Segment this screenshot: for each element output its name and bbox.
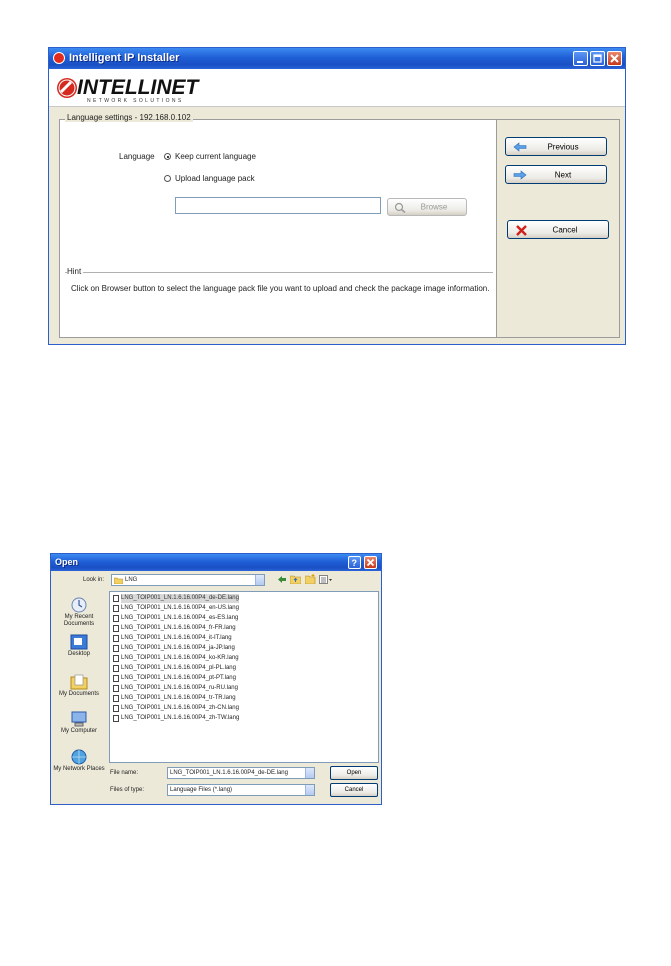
file-name: LNG_TOIP001_LN.1.6.16.00P4_en-US.lang: [121, 605, 239, 611]
place-label-network: My Network Places: [53, 766, 105, 772]
section-title: Language settings - 192.168.0.102: [67, 113, 191, 122]
place-label-recent: My Recent Documents: [63, 614, 95, 627]
language-label: Language: [119, 152, 155, 161]
places-bar: [53, 589, 105, 801]
desktop-icon: [70, 634, 88, 650]
new-folder-icon[interactable]: [305, 574, 316, 584]
file-name: LNG_TOIP001_LN.1.6.16.00P4_de-DE.lang: [121, 595, 239, 601]
file-name: LNG_TOIP001_LN.1.6.16.00P4_zh-CN.lang: [121, 705, 239, 711]
chevron-down-icon: [305, 768, 314, 778]
file-name: LNG_TOIP001_LN.1.6.16.00P4_ja-JP.lang: [121, 645, 235, 651]
file-icon: [113, 645, 119, 652]
installer-titlebar[interactable]: [49, 48, 625, 69]
file-path-input[interactable]: [175, 197, 381, 214]
place-my-network[interactable]: [53, 749, 105, 773]
file-name: LNG_TOIP001_LN.1.6.16.00P4_ko-KR.lang: [121, 655, 239, 661]
recent-documents-icon: [70, 597, 88, 613]
installer-title: Intelligent IP Installer: [69, 52, 180, 64]
logo-subtext: NETWORK SOLUTIONS: [87, 98, 184, 104]
look-in-label: Look in:: [83, 577, 105, 583]
close-icon: [608, 52, 621, 65]
close-icon: [365, 557, 376, 568]
minimize-button[interactable]: [573, 51, 588, 66]
files-of-type-select[interactable]: [167, 784, 315, 796]
maximize-icon: [591, 52, 604, 65]
folder-icon: [114, 577, 123, 584]
file-name: LNG_TOIP001_LN.1.6.16.00P4_pt-PT.lang: [121, 675, 236, 681]
chevron-down-icon: [305, 785, 314, 795]
place-desktop[interactable]: [53, 634, 105, 657]
hint-text: Click on Browser button to select the language pack file you want to upload and check the package image information.: [71, 284, 490, 293]
upload-language-radio[interactable]: [164, 175, 171, 182]
look-in-combo[interactable]: [111, 574, 265, 586]
dialog-cancel-button[interactable]: Cancel: [330, 783, 378, 797]
file-name-label: File name:: [110, 770, 139, 776]
browse-label: Browse: [420, 202, 448, 212]
next-button[interactable]: [505, 165, 607, 184]
file-list[interactable]: [109, 591, 379, 763]
close-button[interactable]: [607, 51, 622, 66]
maximize-button[interactable]: [590, 51, 605, 66]
file-icon: [113, 595, 119, 602]
browse-button[interactable]: [387, 198, 467, 216]
place-my-documents[interactable]: [53, 674, 105, 697]
dialog-close-button[interactable]: [364, 556, 377, 569]
my-computer-icon: [70, 711, 88, 727]
file-icon: [113, 605, 119, 612]
place-recent-documents[interactable]: [53, 597, 105, 628]
file-name: LNG_TOIP001_LN.1.6.16.00P4_ru-RU.lang: [121, 685, 238, 691]
place-label-my-computer: My Computer: [60, 728, 97, 734]
upload-language-label[interactable]: Upload language pack: [175, 174, 255, 183]
file-icon: [113, 625, 119, 632]
file-name: LNG_TOIP001_LN.1.6.16.00P4_pl-PL.lang: [121, 665, 236, 671]
hint-title: Hint: [67, 267, 82, 276]
file-name: LNG_TOIP001_LN.1.6.16.00P4_zh-TW.lang: [121, 715, 240, 721]
place-label-my-documents: My Documents: [58, 691, 99, 697]
file-icon: [113, 705, 119, 712]
previous-button[interactable]: [505, 137, 607, 156]
file-name: LNG_TOIP001_LN.1.6.16.00P4_tr-TR.lang: [121, 695, 236, 701]
keep-language-radio[interactable]: [164, 153, 171, 160]
installer-window: [48, 47, 626, 345]
file-icon: [113, 695, 119, 702]
intellinet-logo-icon: [57, 78, 77, 98]
open-button[interactable]: Open: [330, 766, 378, 780]
app-icon: [53, 52, 65, 64]
open-dialog-titlebar[interactable]: [51, 554, 381, 571]
my-documents-icon: [70, 674, 88, 690]
file-name-value: LNG_TOIP001_LN.1.6.16.00P4_de-DE.lang: [170, 770, 288, 776]
cancel-label: Cancel: [552, 225, 578, 234]
open-dialog: [50, 553, 382, 805]
file-name-input[interactable]: [167, 767, 315, 779]
hint-divider: [65, 272, 493, 273]
file-name: LNG_TOIP001_LN.1.6.16.00P4_fr-FR.lang: [121, 625, 236, 631]
help-icon: [349, 557, 360, 568]
next-label: Next: [554, 170, 572, 179]
file-icon: [113, 685, 119, 692]
chevron-down-icon: [255, 575, 264, 585]
file-icon: [113, 715, 119, 722]
look-in-value: LNG: [125, 577, 138, 583]
keep-language-label[interactable]: Keep current language: [175, 152, 256, 161]
view-menu-icon[interactable]: [319, 575, 333, 584]
cancel-button[interactable]: [507, 220, 609, 239]
back-icon[interactable]: [277, 575, 287, 584]
up-folder-icon[interactable]: [290, 575, 301, 584]
file-icon: [113, 665, 119, 672]
file-icon: [113, 675, 119, 682]
logo-text: INTELLINET: [77, 76, 199, 99]
minimize-icon: [574, 52, 587, 65]
svg-text:?: ?: [351, 558, 357, 568]
files-of-type-value: Language Files (*.lang): [170, 787, 233, 793]
previous-label: Previous: [547, 142, 579, 151]
file-icon: [113, 655, 119, 662]
place-my-computer[interactable]: [53, 711, 105, 734]
file-name: LNG_TOIP001_LN.1.6.16.00P4_es-ES.lang: [121, 615, 239, 621]
file-icon: [113, 615, 119, 622]
files-of-type-label: Files of type:: [110, 787, 145, 793]
file-icon: [113, 635, 119, 642]
brand-header: [49, 69, 625, 107]
file-name: LNG_TOIP001_LN.1.6.16.00P4_it-IT.lang: [121, 635, 232, 641]
network-places-icon: [70, 749, 88, 765]
place-label-desktop: Desktop: [67, 651, 90, 657]
help-button[interactable]: [348, 556, 361, 569]
open-dialog-title: Open: [55, 557, 79, 567]
